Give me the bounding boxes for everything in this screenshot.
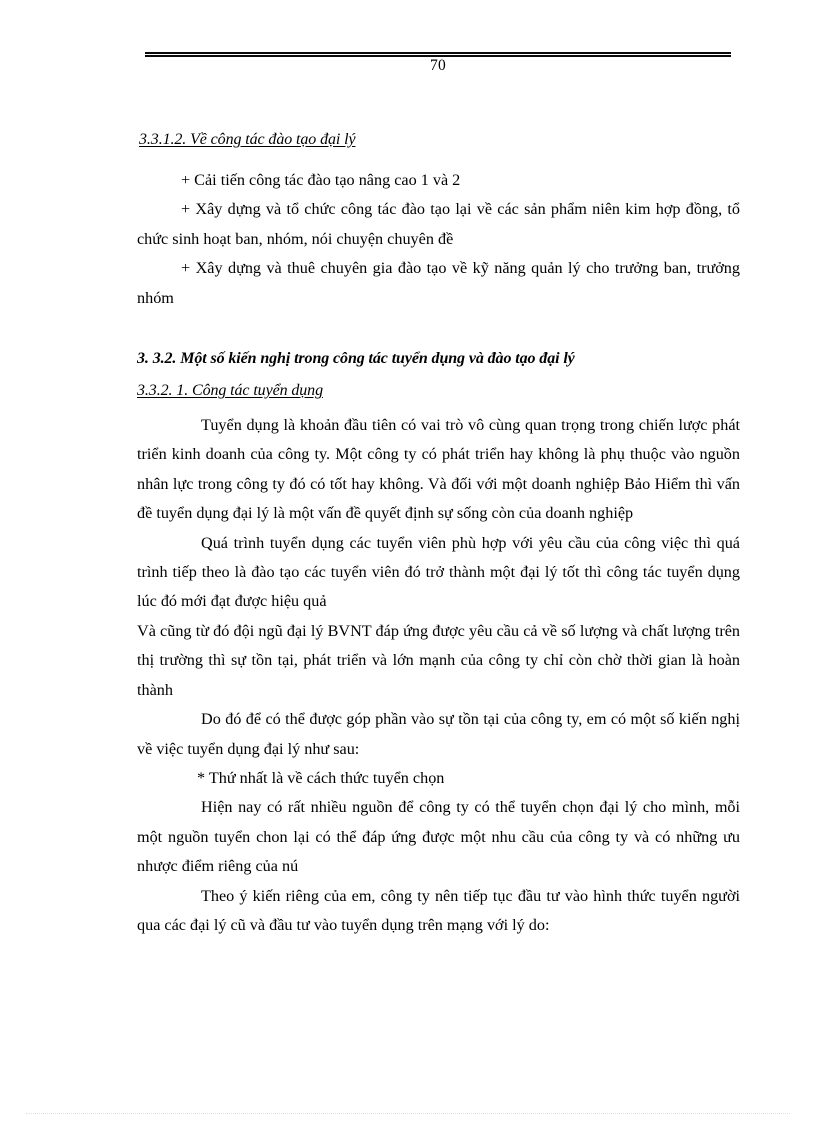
- bullet-item-3: + Xây dựng và thuê chuyên gia đào tạo về kỹ năng quản lý cho trưởng ban, trưởng nhóm: [137, 259, 740, 307]
- section-heading-3-3-2-1: 3.3.2. 1. Công tác tuyển dụng: [137, 382, 323, 400]
- section-heading-3-3-1-2: 3.3.1.2. Về công tác đào tạo đại lý: [139, 131, 356, 148]
- spacer: [137, 403, 740, 411]
- spacer: [137, 371, 740, 379]
- bullet-item-2: + Xây dựng và tổ chức công tác đào tạo lại về các sản phẩm niên kim hợp đồng, tổ chức sinh hoạt ban, nhóm, nói chuyện chuyên đề: [137, 200, 740, 248]
- page-bottom-scan-artifact: [26, 1113, 790, 1115]
- paragraph-6: Theo ý kiến riêng của em, công ty nên tiếp tục đầu tư vào hình thức tuyển người qua các đại lý cũ và đầu tư vào tuyển dụng trên mạng với lý do:: [137, 886, 740, 934]
- paragraph-1: Tuyển dụng là khoản đầu tiên có vai trò vô cùng quan trọng trong chiến lược phát triển kinh doanh của công ty. Một công ty có phát triển hay không là phụ thuộc vào nguồn nhân lực trong công ty đó có tốt hay không. Và đối với một doanh nghiệp Bảo Hiểm thì vấn đề tuyển dụng đại lý là một vấn đề quyết định sự sống còn của doanh nghiệp: [137, 416, 740, 523]
- page-number: 70: [429, 57, 447, 74]
- spacer: [137, 313, 740, 347]
- paragraph-3: Và cũng từ đó đội ngũ đại lý BVNT đáp ứng được yêu cầu cả về số lượng và chất lượng trên thị trường thì sự tồn tại, phát triển và lớn mạnh của công ty chỉ còn chờ thời gian là hoàn thành: [137, 621, 740, 699]
- paragraph-5: Hiện nay có rất nhiều nguồn để công ty có thể tuyển chọn đại lý cho mình, mỗi một nguồn tuyển chon lại có thể đáp ứng được một nhu cầu của công ty và có những ưu nhược điểm riêng của nú: [137, 798, 740, 876]
- page-header: [145, 52, 731, 74]
- paragraph-2: Quá trình tuyển dụng các tuyển viên phù hợp với yêu cầu của công việc thì quá trình tiếp theo là đào tạo các tuyển viên đó trở thành một đại lý tốt thì công tác tuyển dụng lúc đó mới đạt được hiệu quả: [137, 533, 740, 611]
- bullet-star-item-1: * Thứ nhất là về cách thức tuyển chọn: [197, 768, 445, 787]
- document-body: [137, 128, 740, 940]
- spacer: [137, 152, 740, 166]
- bullet-item-1: + Cải tiến công tác đào tạo nâng cao 1 và 2: [181, 171, 461, 189]
- paragraph-4: Do đó để có thể được góp phần vào sự tồn tại của công ty, em có một số kiến nghị về việc tuyển dụng đại lý như sau:: [137, 710, 740, 758]
- section-heading-3-3-2: 3. 3.2. Một số kiến nghị trong công tác tuyển dụng và đào tạo đại lý: [137, 350, 575, 368]
